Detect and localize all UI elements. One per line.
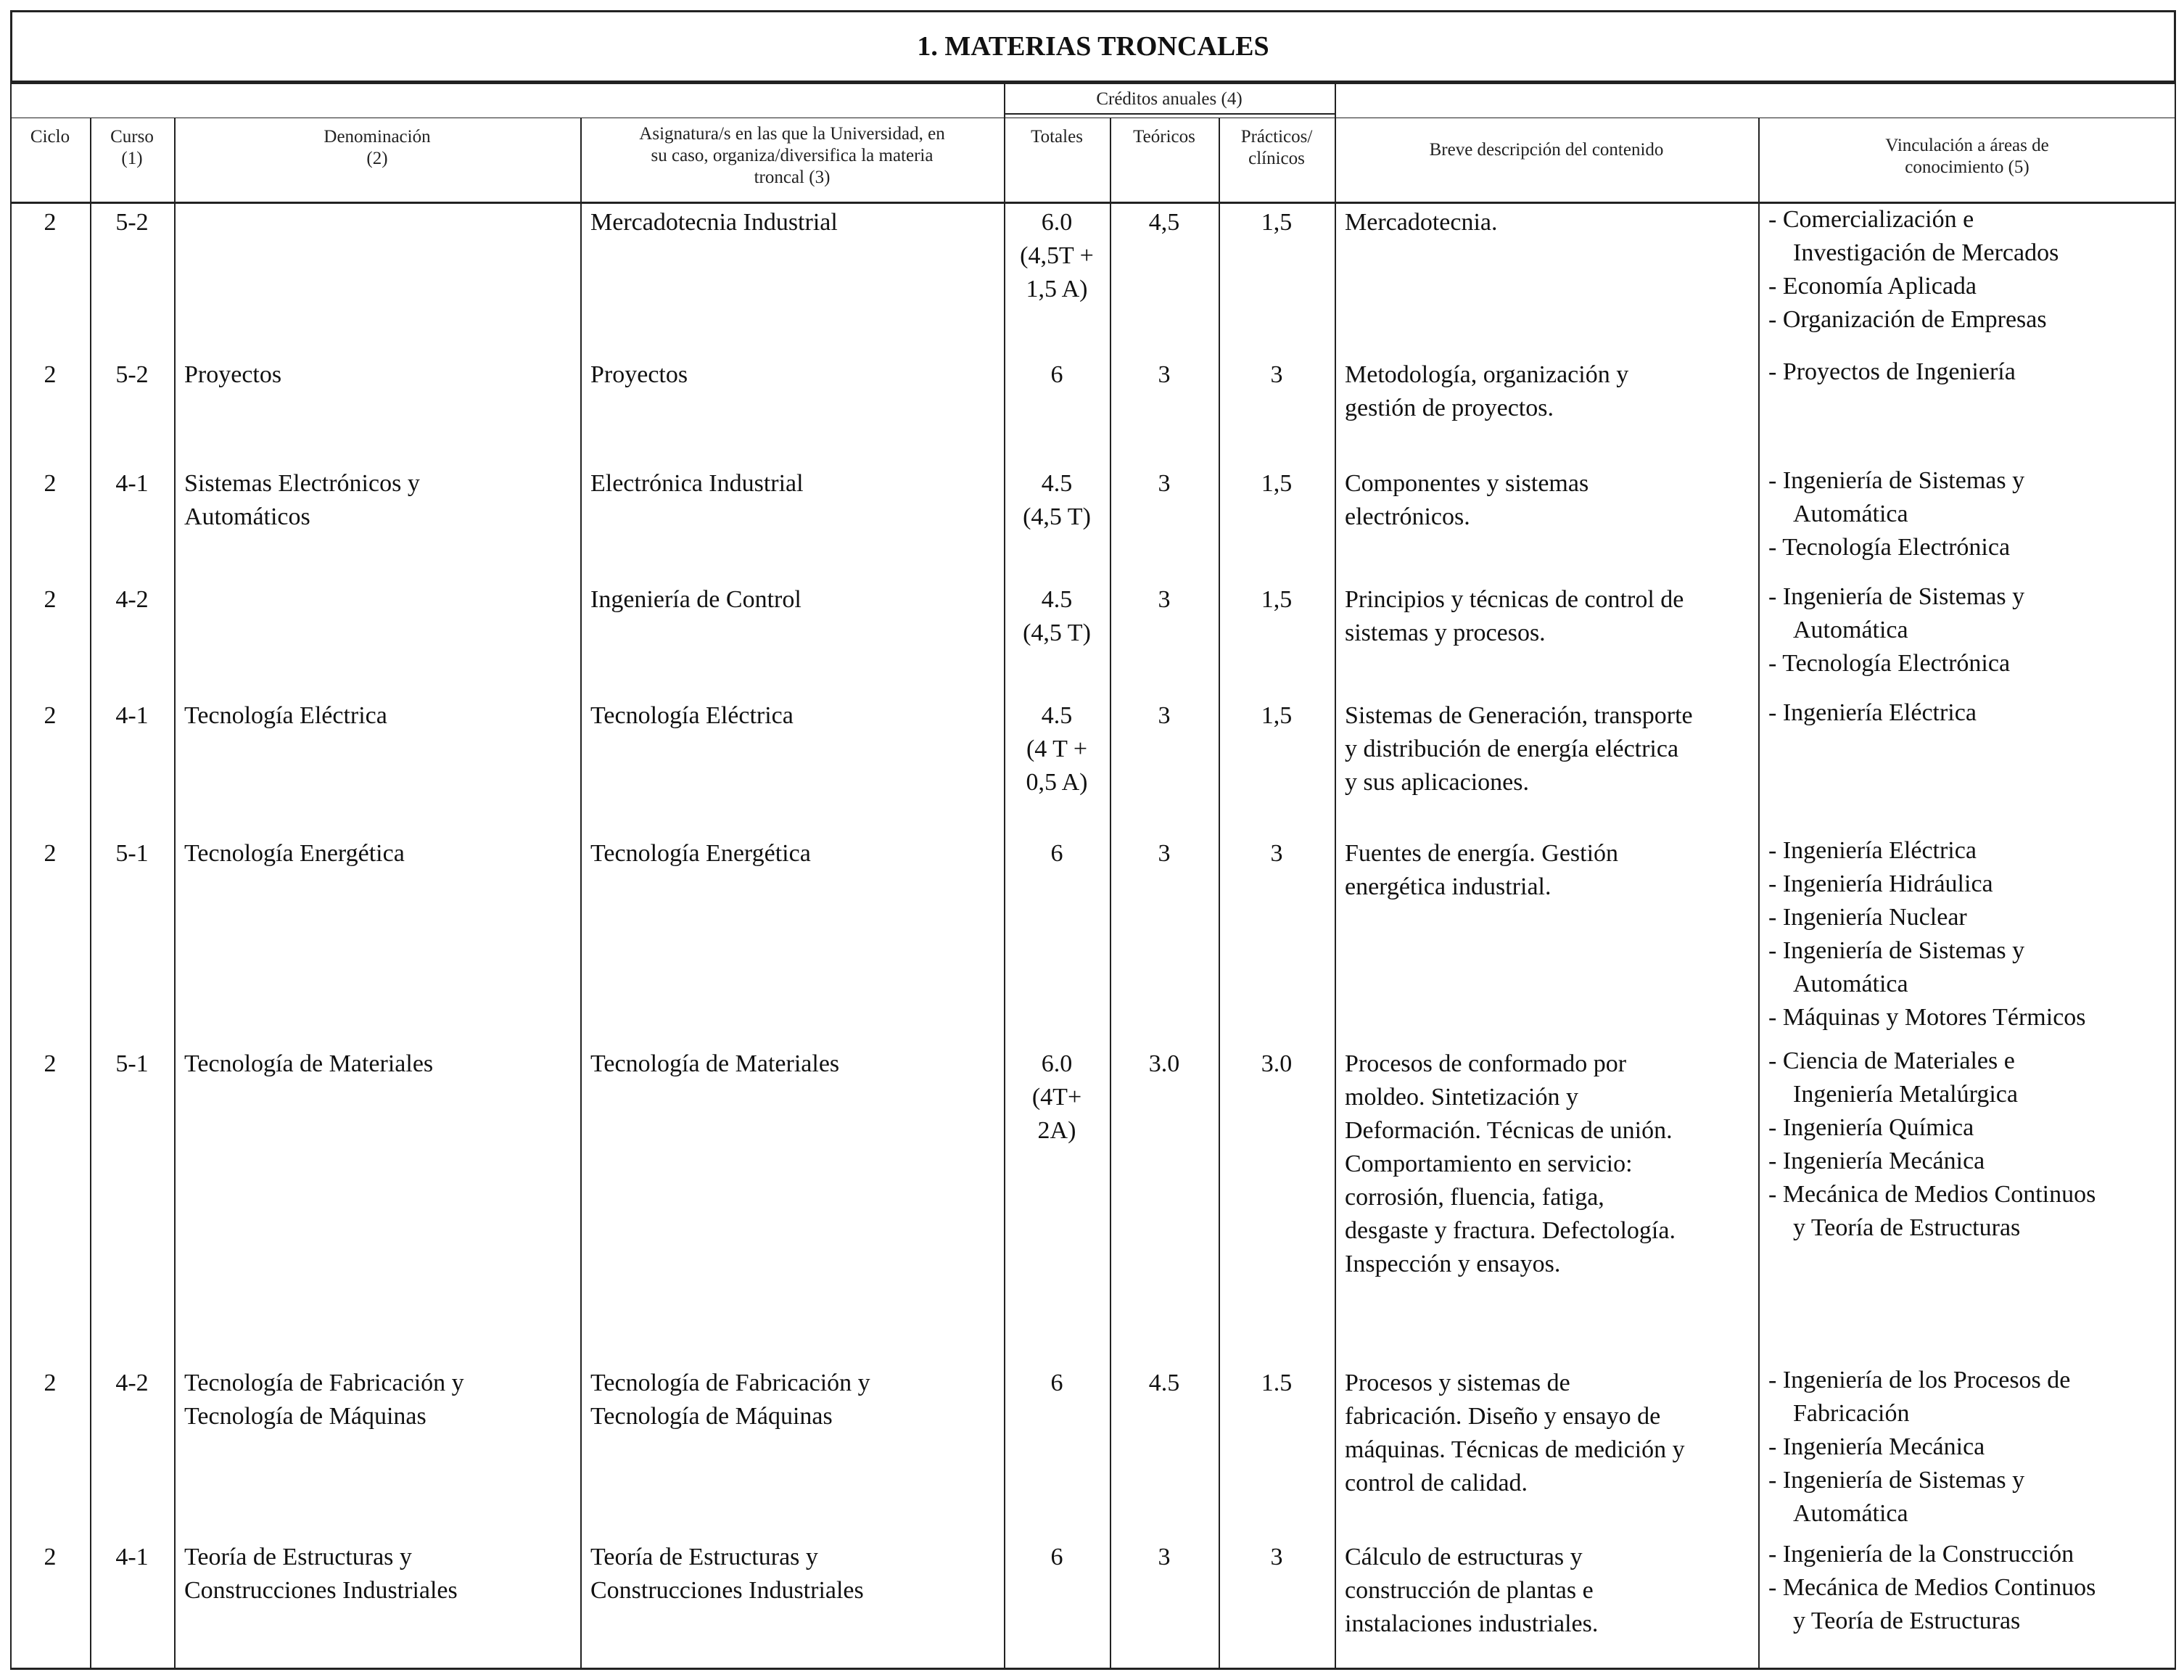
column-divider — [580, 118, 582, 1668]
denominacion-cell-line: Automáticos — [184, 503, 310, 530]
teoricos-cell — [1110, 467, 1219, 501]
areas-cell-line: - Mecánica de Medios Continuos — [1768, 1574, 2096, 1601]
document-title: 1. MATERIAS TRONCALES — [10, 10, 2176, 83]
areas-cell — [1768, 580, 2172, 680]
practicos-cell — [1219, 837, 1335, 870]
totales-cell — [1004, 837, 1110, 870]
totales-cell-line: 4.5 — [1041, 586, 1073, 613]
descripcion-cell-line: Mercadotecnia. — [1345, 209, 1498, 236]
totales-cell — [1004, 467, 1110, 534]
areas-cell-line: - Tecnología Electrónica — [1768, 650, 2011, 677]
asignatura-cell-line: Tecnología Eléctrica — [590, 702, 794, 729]
totales-cell-line: (4,5 T) — [1023, 619, 1091, 646]
descripcion-cell — [1345, 358, 1754, 425]
ciclo-header-line: Ciclo — [30, 127, 70, 147]
practicos-cell — [1219, 467, 1335, 501]
teoricos-cell — [1110, 837, 1219, 870]
practicos-cell-line: 1.5 — [1261, 1370, 1293, 1396]
curso-cell — [90, 837, 174, 870]
totales-cell-line: (4,5T + — [1020, 242, 1094, 269]
descripcion-cell-line: Metodología, organización y — [1345, 361, 1629, 388]
teoricos-cell-line: 3 — [1158, 1544, 1171, 1570]
materias-troncales-document — [10, 10, 2176, 1668]
teoricos-cell-line: 4,5 — [1148, 209, 1180, 236]
descripcion-cell-line: construcción de plantas e — [1345, 1577, 1594, 1604]
column-divider — [1110, 118, 1111, 1668]
denominacion-cell — [184, 1047, 576, 1081]
denominacion-cell — [184, 837, 576, 870]
areas-cell-line: Ingeniería Metalúrgica — [1793, 1081, 2018, 1108]
curso-header — [90, 126, 174, 170]
asignatura-cell-line: Teoría de Estructuras y — [590, 1544, 818, 1570]
totales-cell-line: 0,5 A) — [1026, 769, 1088, 796]
asignatura-cell-line: Ingeniería de Control — [590, 586, 802, 613]
denominacion-cell-line: Proyectos — [184, 361, 282, 388]
practicos-cell-line: 3 — [1270, 840, 1283, 867]
areas-cell-line: Automática — [1793, 501, 1908, 527]
teoricos-cell-line: 3.0 — [1148, 1050, 1180, 1077]
areas-cell-line: - Tecnología Electrónica — [1768, 534, 2011, 561]
table-bottom-rule — [10, 1668, 2176, 1670]
areas-cell-line: - Ingeniería Mecánica — [1768, 1148, 1985, 1174]
ciclo-cell — [10, 583, 90, 617]
areas-cell — [1768, 1538, 2172, 1638]
practicos-cell-line: 3.0 — [1261, 1050, 1293, 1077]
teoricos-cell — [1110, 583, 1219, 617]
totales-cell-line: 4.5 — [1041, 470, 1073, 497]
totales-header-line: Totales — [1031, 127, 1083, 147]
denominacion-cell-line: Teoría de Estructuras y — [184, 1544, 412, 1570]
curso-cell-line: 4-1 — [115, 1544, 149, 1570]
practicos-cell — [1219, 206, 1335, 239]
descripcion-cell — [1345, 1047, 1754, 1281]
descripcion-header — [1335, 139, 1758, 161]
column-divider — [1004, 83, 1005, 1668]
curso-header-line: Curso — [110, 127, 154, 147]
asignatura-cell — [590, 837, 1000, 870]
totales-cell — [1004, 699, 1110, 799]
areas-cell-line: Investigación de Mercados — [1793, 239, 2059, 266]
totales-cell-line: (4 T + — [1026, 736, 1088, 762]
totales-cell-line: (4T+ — [1031, 1084, 1082, 1111]
practicos-cell-line: 1,5 — [1261, 209, 1293, 236]
areas-cell-line: Fabricación — [1793, 1400, 1910, 1427]
descripcion-cell-line: Inspección y ensayos. — [1345, 1251, 1561, 1277]
descripcion-cell-line: desgaste y fractura. Defectología. — [1345, 1217, 1676, 1244]
asignatura-header-line: su caso, organiza/diversifica la materia — [651, 146, 934, 165]
asignatura-cell-line: Tecnología Energética — [590, 840, 811, 867]
descripcion-cell-line: instalaciones industriales. — [1345, 1610, 1599, 1637]
asignatura-cell-line: Tecnología de Fabricación y — [590, 1370, 870, 1396]
teoricos-cell-line: 3 — [1158, 361, 1171, 388]
descripcion-cell-line: y sus aplicaciones. — [1345, 769, 1529, 796]
descripcion-cell-line: Componentes y sistemas — [1345, 470, 1589, 497]
ciclo-cell-line: 2 — [44, 1050, 57, 1077]
ciclo-cell — [10, 358, 90, 392]
curso-cell — [90, 1047, 174, 1081]
descripcion-cell — [1345, 583, 1754, 650]
areas-cell-line: - Ingeniería Nuclear — [1768, 904, 1967, 931]
denominacion-cell-line: Tecnología Eléctrica — [184, 702, 387, 729]
areas-cell-line: y Teoría de Estructuras — [1793, 1214, 2021, 1241]
denominacion-header — [174, 126, 580, 170]
practicos-cell-line: 1,5 — [1261, 586, 1293, 613]
denominacion-cell-line: Construcciones Industriales — [184, 1577, 458, 1604]
practicos-cell-line: 3 — [1270, 361, 1283, 388]
practicos-cell — [1219, 358, 1335, 392]
denominacion-cell — [184, 1541, 576, 1607]
denominacion-cell-line: Tecnología de Máquinas — [184, 1403, 427, 1430]
areas-cell — [1768, 464, 2172, 564]
curso-cell-line: 5-2 — [115, 361, 149, 388]
asignatura-cell — [590, 1047, 1000, 1081]
teoricos-cell — [1110, 206, 1219, 239]
ciclo-cell — [10, 699, 90, 733]
descripcion-cell — [1345, 206, 1754, 239]
asignatura-header-line: troncal (3) — [754, 168, 831, 187]
column-divider — [90, 118, 91, 1668]
curso-cell-line: 4-1 — [115, 702, 149, 729]
descripcion-cell-line: Principios y técnicas de control de — [1345, 586, 1684, 613]
table-border-right — [2175, 83, 2176, 1668]
denominacion-header-line: Denominación — [324, 127, 431, 147]
descripcion-cell — [1345, 699, 1754, 799]
teoricos-cell — [1110, 1541, 1219, 1574]
practicos-header — [1219, 126, 1335, 170]
totales-cell-line: 6 — [1050, 1370, 1063, 1396]
asignatura-cell-line: Tecnología de Materiales — [590, 1050, 840, 1077]
descripcion-cell-line: y distribución de energía eléctrica — [1345, 736, 1679, 762]
descripcion-cell — [1345, 837, 1754, 904]
totales-cell-line: 1,5 A) — [1026, 276, 1088, 302]
asignatura-cell-line: Proyectos — [590, 361, 688, 388]
teoricos-cell — [1110, 1047, 1219, 1081]
curso-cell — [90, 467, 174, 501]
curso-cell — [90, 699, 174, 733]
descripcion-cell — [1345, 1367, 1754, 1500]
descripcion-cell-line: Comportamiento en servicio: — [1345, 1150, 1633, 1177]
areas-cell-line: - Ingeniería Hidráulica — [1768, 870, 1993, 897]
curso-cell — [90, 358, 174, 392]
ciclo-cell — [10, 1047, 90, 1081]
ciclo-cell-line: 2 — [44, 1370, 57, 1396]
denominacion-cell — [184, 467, 576, 534]
practicos-cell-line: 1,5 — [1261, 470, 1293, 497]
areas-cell-line: Automática — [1793, 617, 1908, 643]
ciclo-cell-line: 2 — [44, 840, 57, 867]
totales-cell-line: 6 — [1050, 840, 1063, 867]
header-top-rule — [10, 83, 2176, 84]
teoricos-cell — [1110, 358, 1219, 392]
descripcion-cell-line: Deformación. Técnicas de unión. — [1345, 1117, 1673, 1144]
table-border-left — [10, 83, 12, 1668]
denominacion-cell-line: Sistemas Electrónicos y — [184, 470, 420, 497]
practicos-cell — [1219, 583, 1335, 617]
areas-cell-line: - Comercialización e — [1768, 206, 1974, 233]
areas-cell — [1768, 696, 2172, 730]
teoricos-cell — [1110, 1367, 1219, 1400]
vinculacion-header-line: Vinculación a áreas de — [1885, 136, 2049, 155]
areas-cell-line: - Ingeniería de Sistemas y — [1768, 937, 2025, 964]
descripcion-cell-line: Procesos de conformado por — [1345, 1050, 1627, 1077]
asignatura-cell — [590, 1367, 1000, 1433]
asignatura-cell — [590, 467, 1000, 501]
ciclo-cell-line: 2 — [44, 361, 57, 388]
descripcion-cell-line: corrosión, fluencia, fatiga, — [1345, 1184, 1604, 1211]
areas-cell — [1768, 1364, 2172, 1531]
totales-cell — [1004, 1047, 1110, 1148]
areas-cell-line: - Ingeniería de la Construcción — [1768, 1541, 2074, 1568]
totales-cell — [1004, 583, 1110, 650]
totales-cell-line: 6.0 — [1041, 1050, 1073, 1077]
descripcion-cell-line: Sistemas de Generación, transporte — [1345, 702, 1693, 729]
areas-cell-line: Automática — [1793, 1500, 1908, 1527]
areas-cell-line: - Ingeniería Eléctrica — [1768, 837, 1977, 864]
descripcion-cell-line: Cálculo de estructuras y — [1345, 1544, 1583, 1570]
descripcion-cell-line: gestión de proyectos. — [1345, 395, 1554, 421]
areas-cell — [1768, 1045, 2172, 1245]
asignatura-header — [580, 123, 1004, 189]
totales-cell-line: 6 — [1050, 361, 1063, 388]
areas-cell-line: - Ingeniería Eléctrica — [1768, 699, 1977, 726]
curso-cell — [90, 1541, 174, 1574]
ciclo-cell — [10, 1541, 90, 1574]
descripcion-cell-line: control de calidad. — [1345, 1470, 1528, 1496]
practicos-cell — [1219, 1367, 1335, 1400]
vinculacion-header-line: conocimiento (5) — [1905, 157, 2030, 177]
areas-cell-line: Automática — [1793, 971, 1908, 997]
curso-cell — [90, 1367, 174, 1400]
descripcion-header-line: Breve descripción del contenido — [1429, 140, 1664, 160]
descripcion-cell — [1345, 1541, 1754, 1641]
asignatura-cell — [590, 206, 1000, 239]
totales-cell-line: 2A) — [1037, 1117, 1076, 1144]
totales-cell — [1004, 1367, 1110, 1400]
denominacion-cell-line: Tecnología de Fabricación y — [184, 1370, 464, 1396]
descripcion-cell — [1345, 467, 1754, 534]
denominacion-cell — [184, 358, 576, 392]
ciclo-header — [10, 126, 90, 148]
areas-cell — [1768, 355, 2172, 389]
ciclo-cell-line: 2 — [44, 586, 57, 613]
ciclo-cell-line: 2 — [44, 209, 57, 236]
areas-cell — [1768, 834, 2172, 1034]
ciclo-cell-line: 2 — [44, 1544, 57, 1570]
curso-cell-line: 4-1 — [115, 470, 149, 497]
curso-cell-line: 4-2 — [115, 586, 149, 613]
ciclo-cell — [10, 467, 90, 501]
vinculacion-header — [1758, 135, 2176, 178]
totales-cell-line: 6 — [1050, 1544, 1063, 1570]
curso-header-line: (1) — [121, 149, 143, 168]
denominacion-cell — [184, 699, 576, 733]
areas-cell-line: - Proyectos de Ingeniería — [1768, 358, 2016, 385]
areas-cell-line: - Ingeniería de Sistemas y — [1768, 467, 2025, 494]
denominacion-header-line: (2) — [366, 149, 388, 168]
teoricos-cell-line: 3 — [1158, 702, 1171, 729]
totales-cell-line: 4.5 — [1041, 702, 1073, 729]
areas-cell-line: - Ingeniería de Sistemas y — [1768, 1467, 2025, 1494]
areas-cell-line: - Ingeniería Mecánica — [1768, 1433, 1985, 1460]
curso-cell-line: 5-1 — [115, 840, 149, 867]
asignatura-header-line: Asignatura/s en las que la Universidad, en — [639, 124, 945, 144]
practicos-cell — [1219, 1541, 1335, 1574]
areas-cell-line: - Ingeniería de los Procesos de — [1768, 1367, 2071, 1393]
asignatura-cell — [590, 699, 1000, 733]
creditos-anuales-header-line: Créditos anuales (4) — [1096, 89, 1243, 109]
teoricos-cell-line: 3 — [1158, 586, 1171, 613]
asignatura-cell-line: Mercadotecnia Industrial — [590, 209, 838, 236]
teoricos-cell-line: 3 — [1158, 840, 1171, 867]
totales-cell — [1004, 1541, 1110, 1574]
denominacion-cell-line: Tecnología Energética — [184, 840, 405, 867]
descripcion-cell-line: Procesos y sistemas de — [1345, 1370, 1570, 1396]
curso-cell-line: 5-2 — [115, 209, 149, 236]
ciclo-cell — [10, 837, 90, 870]
asignatura-cell — [590, 583, 1000, 617]
creditos-anuales-header — [1004, 88, 1335, 110]
areas-cell-line: - Ciencia de Materiales e — [1768, 1047, 2015, 1074]
descripcion-cell-line: fabricación. Diseño y ensayo de — [1345, 1403, 1661, 1430]
areas-cell — [1768, 203, 2172, 337]
totales-header — [1004, 126, 1110, 148]
totales-cell — [1004, 206, 1110, 306]
ciclo-cell — [10, 1367, 90, 1400]
practicos-header-line: Prácticos/ — [1240, 127, 1313, 147]
creditos-rule — [1004, 113, 1335, 115]
descripcion-cell-line: máquinas. Técnicas de medición y — [1345, 1436, 1685, 1463]
totales-cell-line: 6.0 — [1041, 209, 1073, 236]
areas-cell-line: y Teoría de Estructuras — [1793, 1607, 2021, 1634]
teoricos-cell-line: 3 — [1158, 470, 1171, 497]
descripcion-cell-line: moldeo. Sintetización y — [1345, 1084, 1578, 1111]
denominacion-cell-line: Tecnología de Materiales — [184, 1050, 434, 1077]
asignatura-cell-line: Electrónica Industrial — [590, 470, 804, 497]
descripcion-cell-line: energética industrial. — [1345, 873, 1552, 900]
areas-cell-line: - Organización de Empresas — [1768, 306, 2047, 333]
column-divider — [1335, 83, 1336, 1668]
areas-cell-line: - Máquinas y Motores Térmicos — [1768, 1004, 2086, 1031]
curso-cell — [90, 583, 174, 617]
areas-cell-line: - Ingeniería Química — [1768, 1114, 1974, 1141]
denominacion-cell — [184, 1367, 576, 1433]
curso-cell-line: 4-2 — [115, 1370, 149, 1396]
teoricos-header — [1110, 126, 1219, 148]
asignatura-cell — [590, 1541, 1000, 1607]
areas-cell-line: - Mecánica de Medios Continuos — [1768, 1181, 2096, 1208]
curso-cell-line: 5-1 — [115, 1050, 149, 1077]
areas-cell-line: - Economía Aplicada — [1768, 273, 1977, 300]
teoricos-cell-line: 4.5 — [1148, 1370, 1180, 1396]
column-divider — [1219, 118, 1220, 1668]
practicos-cell-line: 3 — [1270, 1544, 1283, 1570]
asignatura-cell-line: Tecnología de Máquinas — [590, 1403, 833, 1430]
totales-cell — [1004, 358, 1110, 392]
teoricos-header-line: Teóricos — [1133, 127, 1195, 147]
column-divider — [174, 118, 176, 1668]
practicos-cell-line: 1,5 — [1261, 702, 1293, 729]
ciclo-cell-line: 2 — [44, 470, 57, 497]
column-divider — [1758, 118, 1760, 1668]
practicos-cell — [1219, 699, 1335, 733]
practicos-header-line: clínicos — [1248, 149, 1305, 168]
areas-cell-line: - Ingeniería de Sistemas y — [1768, 583, 2025, 610]
asignatura-cell-line: Construcciones Industriales — [590, 1577, 864, 1604]
ciclo-cell — [10, 206, 90, 239]
totales-cell-line: (4,5 T) — [1023, 503, 1091, 530]
curso-cell — [90, 206, 174, 239]
asignatura-cell — [590, 358, 1000, 392]
practicos-cell — [1219, 1047, 1335, 1081]
teoricos-cell — [1110, 699, 1219, 733]
descripcion-cell-line: sistemas y procesos. — [1345, 619, 1546, 646]
ciclo-cell-line: 2 — [44, 702, 57, 729]
descripcion-cell-line: electrónicos. — [1345, 503, 1470, 530]
descripcion-cell-line: Fuentes de energía. Gestión — [1345, 840, 1619, 867]
